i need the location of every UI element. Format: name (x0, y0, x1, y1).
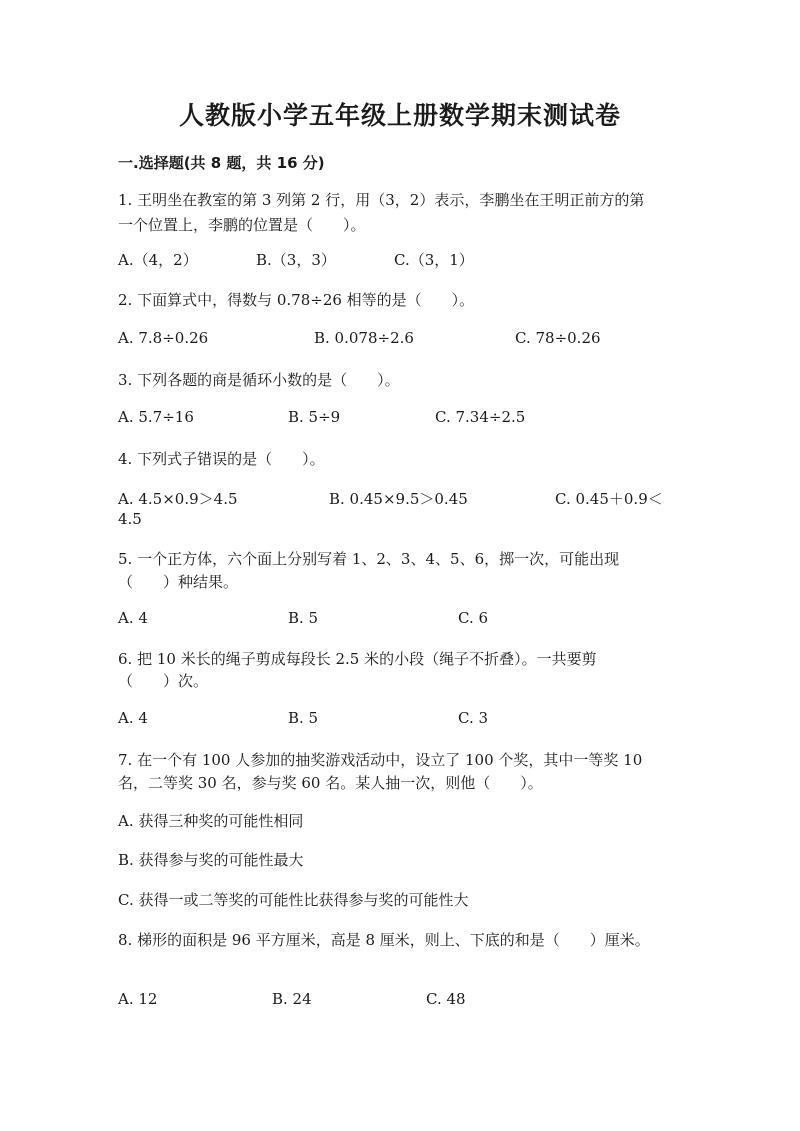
question-5-option-c: C. 6 (458, 609, 489, 627)
question-2-line-1: 2. 下面算式中，得数与 0.78÷26 相等的是（ ）。 (118, 291, 475, 309)
question-6-option-c: C. 3 (458, 709, 489, 727)
question-8-option-c: C. 48 (426, 990, 466, 1008)
question-5-line-1: 5. 一个正方体，六个面上分别写着 1、2、3、4、5、6，掷一次，可能出现 (118, 550, 620, 568)
question-5-option-b: B. 5 (288, 609, 319, 627)
question-7-option-b: B. 获得参与奖的可能性最大 (118, 851, 304, 869)
question-4-option-a: A. 4.5×0.9＞4.5 (118, 490, 238, 508)
question-1-option-b: B.（3，3） (256, 251, 336, 269)
question-6-line-1: 6. 把 10 米长的绳子剪成每段长 2.5 米的小段（绳子不折叠）。一共要剪 (118, 650, 597, 668)
question-6-option-b: B. 5 (288, 709, 319, 727)
question-2-option-c: C. 78÷0.26 (515, 329, 601, 347)
question-5-line-2: （ ）种结果。 (118, 573, 239, 591)
question-5-option-a: A. 4 (118, 609, 148, 627)
question-7-option-a: A. 获得三种奖的可能性相同 (118, 812, 304, 830)
question-4-option-c-wrap: 4.5 (118, 510, 142, 528)
question-2-option-a: A. 7.8÷0.26 (118, 329, 209, 347)
question-3-option-c: C. 7.34÷2.5 (435, 408, 526, 426)
question-8-option-a: A. 12 (118, 990, 158, 1008)
section-heading: 一.选择题(共 8 题，共 16 分) (118, 154, 325, 172)
question-7-line-1: 7. 在一个有 100 人参加的抽奖游戏活动中，设立了 100 个奖，其中一等奖 10 (118, 751, 643, 769)
question-7-option-c: C. 获得一或二等奖的可能性比获得参与奖的可能性大 (118, 891, 469, 909)
question-1-option-c: C.（3，1） (394, 251, 474, 269)
question-8-option-b: B. 24 (272, 990, 312, 1008)
question-8-line-1: 8. 梯形的面积是 96 平方厘米，高是 8 厘米，则上、下底的和是（ ）厘米。 (118, 931, 650, 949)
question-6-line-2: （ ）次。 (118, 672, 209, 690)
question-1-option-a: A.（4，2） (118, 251, 198, 269)
question-3-option-a: A. 5.7÷16 (118, 408, 194, 426)
question-6-option-a: A. 4 (118, 709, 148, 727)
question-4-option-c: C. 0.45＋0.9＜ (555, 490, 663, 508)
question-7-line-2: 名，二等奖 30 名，参与奖 60 名。某人抽一次，则他（ ）。 (118, 774, 543, 792)
question-4-option-b: B. 0.45×9.5＞0.45 (329, 490, 468, 508)
question-3-line-1: 3. 下列各题的商是循环小数的是（ ）。 (118, 371, 400, 389)
question-2-option-b: B. 0.078÷2.6 (314, 329, 414, 347)
page-title: 人教版小学五年级上册数学期末测试卷 (178, 101, 621, 130)
question-4-line-1: 4. 下列式子错误的是（ ）。 (118, 450, 325, 468)
question-3-option-b: B. 5÷9 (288, 408, 341, 426)
question-1-line-2: 一个位置上，李鹏的位置是（ ）。 (118, 216, 366, 234)
question-1-line-1: 1. 王明坐在教室的第 3 列第 2 行，用（3，2）表示，李鹏坐在王明正前方的第 (118, 191, 645, 209)
